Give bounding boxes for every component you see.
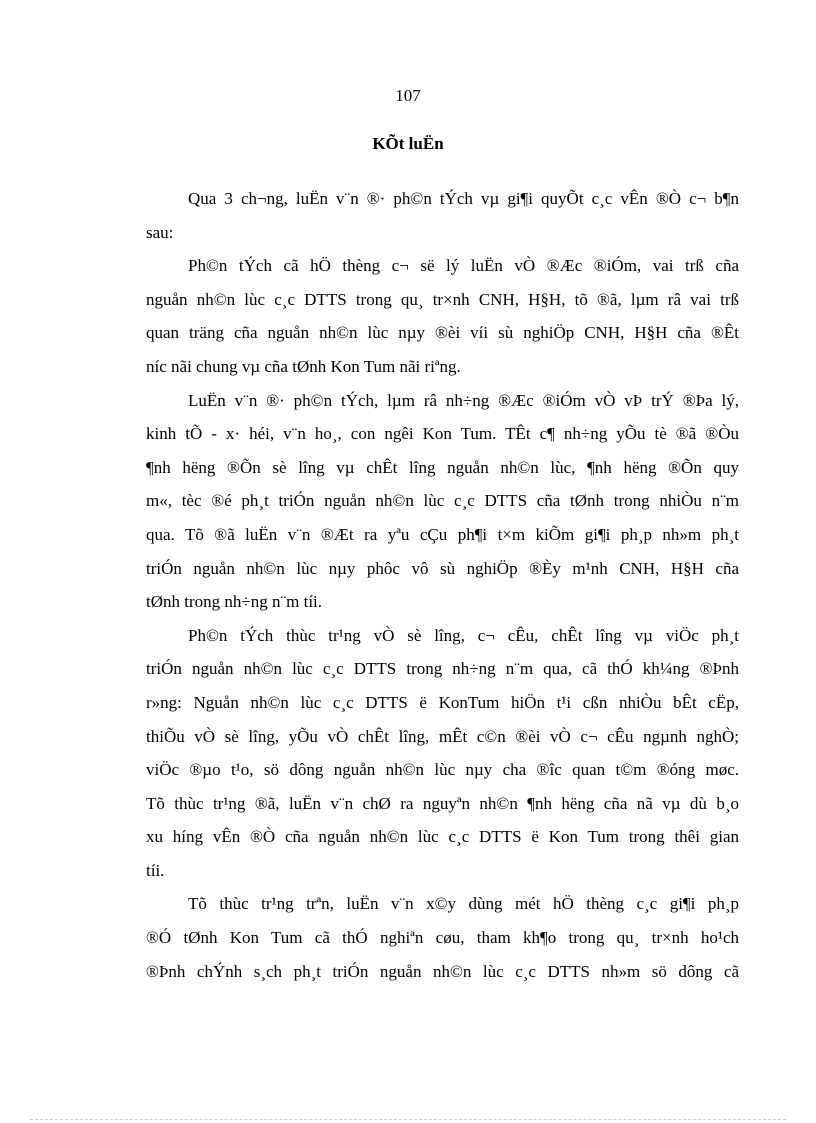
text-line: quan träng cña nguån nh©n lùc nµy ®èi víi sù nghiÖp CNH, H§H cña ®Êt bbox=[146, 323, 739, 343]
text-line: r»ng: Nguån nh©n lùc c¸c DTTS ë KonTum hiÖn t¹i cßn nhiÒu bÊt cËp, bbox=[146, 692, 739, 712]
paragraph-4 bbox=[146, 619, 739, 888]
text-line: Tõ thùc tr¹ng trªn, luËn v¨n x©y dùng mét hÖ thèng c¸c gi¶i ph¸p bbox=[188, 894, 739, 914]
text-line: tØnh trong nh÷ng n¨m tíi. bbox=[146, 592, 323, 612]
text-line: triÓn nguån nh©n lùc c¸c DTTS trong nh÷ng n¨m qua, cã thÓ kh¼ng ®Þnh bbox=[146, 659, 739, 679]
text-line: nguån nh©n lùc c¸c DTTS trong qu¸ tr×nh CNH, H§H, tõ ®ã, lµm râ vai trß bbox=[146, 289, 739, 309]
text-line: triÓn nguån nh©n lùc nµy phôc vô sù nghiÖp ®Èy m¹nh CNH, H§H cña bbox=[146, 558, 739, 578]
page-bottom-rule bbox=[30, 1119, 786, 1120]
paragraph-5 bbox=[146, 887, 739, 988]
text-line: tíi. bbox=[146, 860, 165, 880]
page-title: KÕt luËn bbox=[372, 134, 444, 153]
text-line: Ph©n tÝch thùc tr¹ng vÒ sè lîng, c¬ cÊu, chÊt lîng vµ viÖc ph¸t bbox=[188, 625, 739, 645]
text-line: xu híng vÊn ®Ò cña nguån nh©n lùc c¸c DTTS ë Kon Tum trong thêi gian bbox=[146, 827, 739, 847]
text-line: LuËn v¨n ®· ph©n tÝch, lµm râ nh÷ng ®Æc ®iÓm vÒ vÞ trÝ ®Þa lý, bbox=[188, 390, 739, 410]
page-number: 107 bbox=[395, 86, 421, 105]
text-line: ®Þnh chÝnh s¸ch ph¸t triÓn nguån nh©n lùc c¸c DTTS nh»m sö dông cã bbox=[146, 961, 739, 981]
text-line: m«, tèc ®é ph¸t triÓn nguån nh©n lùc c¸c DTTS cña tØnh trong nhiÒu n¨m bbox=[146, 491, 739, 511]
paragraph-1 bbox=[146, 182, 739, 249]
text-line: ®Ó tØnh Kon Tum cã thÓ nghiªn cøu, tham kh¶o trong qu¸ tr×nh ho¹ch bbox=[146, 928, 739, 948]
text-line: kinh tÕ - x· héi, v¨n ho¸, con ngêi Kon Tum. TÊt c¶ nh÷ng yÕu tè ®ã ®Òu bbox=[146, 424, 739, 444]
body-text bbox=[146, 182, 739, 988]
text-line: viÖc ®µo t¹o, sö dông nguån nh©n lùc nµy cha ®îc quan t©m ®óng møc. bbox=[146, 760, 739, 780]
text-line: ¶nh hëng ®Õn sè lîng vµ chÊt lîng nguån nh©n lùc, ¶nh hëng ®Õn quy bbox=[146, 457, 739, 477]
text-line: thiÕu vÒ sè lîng, yÕu vÒ chÊt lîng, mÊt c©n ®èi vÒ c¬ cÊu ngµnh nghÒ; bbox=[146, 726, 739, 746]
text-line: Ph©n tÝch cã hÖ thèng c¬ së lý luËn vÒ ®Æc ®iÓm, vai trß cña bbox=[188, 256, 739, 276]
paragraph-3 bbox=[146, 384, 739, 619]
paragraph-2 bbox=[146, 249, 739, 383]
text-line: Tõ thùc tr¹ng ®ã, luËn v¨n chØ ra nguyªn nh©n ¶nh hëng cña nã vµ dù b¸o bbox=[146, 793, 739, 813]
text-line: níc nãi chung vµ cña tØnh Kon Tum nãi riªng. bbox=[146, 356, 461, 376]
text-line: qua. Tõ ®ã luËn v¨n ®Æt ra yªu cÇu ph¶i t×m kiÕm gi¶i ph¸p nh»m ph¸t bbox=[146, 524, 739, 544]
text-line: Qua 3 ch¬ng, luËn v¨n ®· ph©n tÝch vµ gi¶i quyÕt c¸c vÊn ®Ò c¬ b¶n bbox=[188, 189, 739, 208]
text-line: sau: bbox=[146, 222, 174, 242]
